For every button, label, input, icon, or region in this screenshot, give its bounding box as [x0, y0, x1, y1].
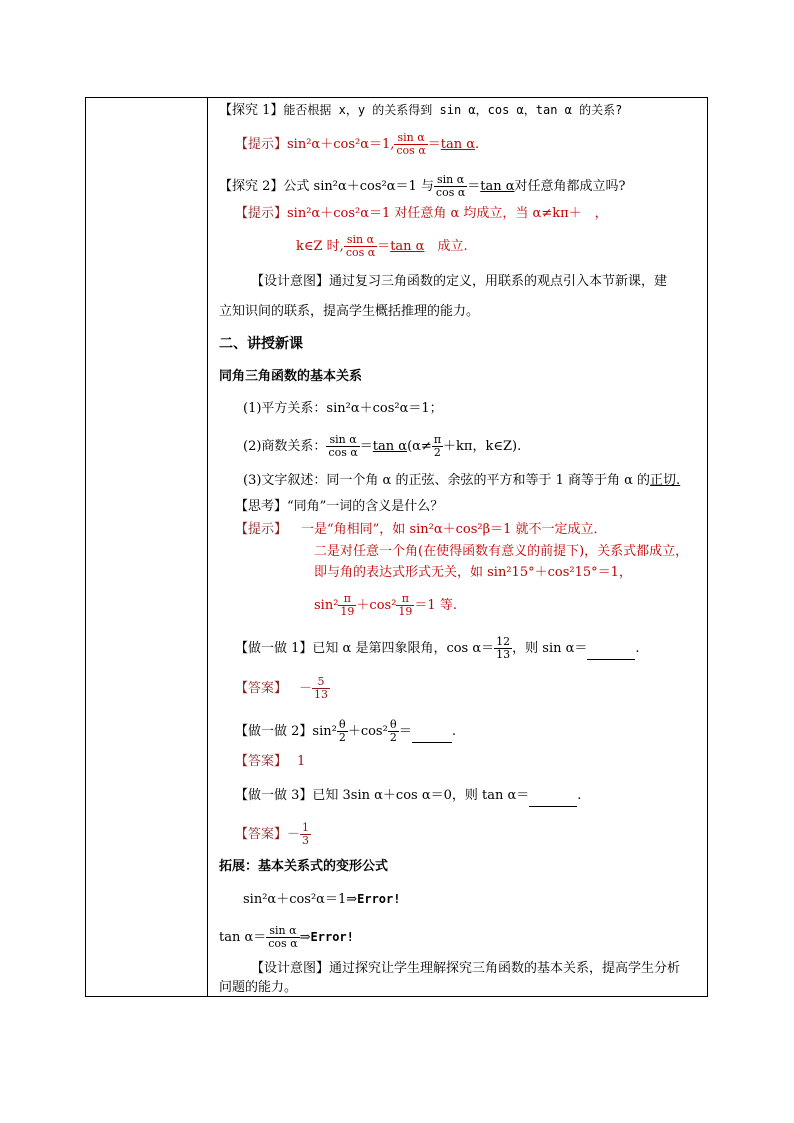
extension-formula1: sin²α＋cos²α＝1⇒Error!	[243, 892, 401, 907]
explore2-fraction: $\frac{\text{sin α}}{\text{cos α}}$	[435, 173, 466, 199]
explore2-tag: 【探究 2】	[219, 179, 284, 194]
explore2-line: 【探究 2】公式 sin²α＋cos²α＝1 与 $\frac{\text{sin α}}{\text{cos α}}$ ＝tan α对任意角都成立吗?	[219, 173, 626, 199]
answer1-line: 【答案】 － $\frac{5}{13}$	[235, 675, 329, 701]
hint2-tan: tan α	[390, 239, 425, 254]
exercise1-line: 【做一做 1】已知 α 是第四象限角，cos α＝ $\frac{12}{13}$ ，则 sin α＝ .	[235, 635, 640, 661]
answer3-line: 【答案】－ $\frac{1}{3}$	[235, 821, 310, 847]
explore2-post: 对任意角都成立吗?	[514, 179, 626, 194]
exercise1-fraction: $\frac{12}{13}$	[496, 635, 511, 661]
answer1-tag: 【答案】	[235, 681, 288, 696]
answer1-fraction: $\frac{5}{13}$	[314, 675, 329, 701]
design1-line2: 立知识间的联系，提高学生概括推理的能力。	[219, 304, 480, 319]
hint1-tan: tan α	[440, 137, 476, 152]
think-line: 【思考】“同角”一词的含义是什么？	[235, 499, 444, 514]
design2-line1: 【设计意图】通过探究让学生理解探究三角函数的基本关系，提高学生分析	[251, 961, 681, 976]
extension-formula2: tan α＝ $\frac{\text{sin α}}{\text{cos α}}$ ⇒Error!	[219, 924, 354, 950]
lesson-table	[85, 97, 708, 997]
hint3-tag: 【提示】	[235, 522, 288, 537]
relation2-pi-fraction: $\frac{\pi}{2}$	[433, 433, 442, 459]
hint3-line1: 【提示】 一是“角相同”，如 sin²α＋cos²β＝1 就不一定成立．	[235, 522, 607, 537]
hint2-tag: 【提示】	[235, 206, 288, 221]
design1-line1: 【设计意图】通过复习三角函数的定义，用联系的观点引入本节新课，建	[251, 274, 668, 289]
error-field-1: Error!	[357, 892, 401, 906]
explore1-line	[219, 102, 622, 119]
explore2-pre: 公式 sin²α＋cos²α＝1 与	[283, 179, 434, 194]
section2-title: 二、讲授新课	[219, 336, 303, 352]
subsection-title: 同角三角函数的基本关系	[219, 369, 363, 384]
exercise1-tag: 【做一做 1】	[235, 641, 313, 656]
explore1-tag: 【探究 1】	[219, 103, 284, 118]
hint3-line2: 二是对任意一个角(在使得函数有意义的前提下)，关系式都成立，	[314, 544, 689, 559]
exercise3-blank	[529, 790, 577, 807]
hint1-fraction: $\frac{\text{sin α}}{\text{cos α}}$	[396, 131, 426, 157]
exercise3-tag: 【做一做 3】	[235, 788, 313, 803]
design2-line2: 问题的能力。	[219, 980, 298, 995]
relation1: (1)平方关系：sin²α＋cos²α＝1；	[243, 401, 443, 416]
extension-title: 拓展：基本关系式的变形公式	[219, 859, 389, 874]
relation3: (3)文字叙述：同一个角 α 的正弦、余弦的平方和等于 1 商等于角 α 的正切.	[243, 473, 681, 488]
exercise1-blank	[587, 643, 635, 660]
explore1-question: 能否根据 x，y 的关系得到 sin α，cos α，tan α 的关系?	[283, 103, 623, 117]
relation2-fraction: $\frac{\text{sin α}}{\text{cos α}}$	[328, 433, 358, 459]
hint2-fraction: $\frac{\text{sin α}}{\text{cos α}}$	[345, 233, 376, 259]
relation2: (2)商数关系： $\frac{\text{sin α}}{\text{cos α}}$ ＝tan α(α≠ $\frac{\pi}{2}$ ＋kπ，k∈Z).	[243, 433, 522, 459]
hint2-line2: k∈Z 时, $\frac{\text{sin α}}{\text{cos α}}$ ＝tan α 成立.	[296, 233, 468, 259]
left-column	[86, 98, 208, 996]
exercise2-line: 【做一做 2】sin² $\frac{\theta}{2}$ ＋cos² $\frac{\theta}{2}$ ＝ .	[235, 718, 456, 744]
hint3-line4: sin² $\frac{\pi}{19}$ ＋cos² $\frac{\pi}{19}$ ＝1 等.	[314, 592, 457, 618]
answer2-tag: 【答案】	[235, 754, 288, 769]
hint2-text: sin²α＋cos²α＝1 对任意角 α 均成立，当 α≠kπ＋ ，	[287, 206, 608, 221]
answer2-value: 1	[297, 754, 306, 769]
exercise2-blank	[412, 726, 452, 743]
answer3-tag: 【答案】	[235, 827, 288, 842]
hint2-line1	[235, 206, 608, 222]
answer2-line	[235, 754, 305, 770]
exercise3-line: 【做一做 3】已知 3sin α＋cos α＝0，则 tan α＝ .	[235, 788, 581, 807]
explore2-tan: tan α	[480, 179, 515, 194]
hint1-line: 【提示】sin²α＋cos²α＝1, $\frac{\text{sin α}}{\text{cos α}}$ ＝tan α.	[235, 131, 480, 157]
answer3-fraction: $\frac{1}{3}$	[302, 821, 310, 847]
content-column	[209, 98, 707, 996]
hint3-line3: 即与角的表达式形式无关，如 sin²15°＋cos²15°＝1，	[314, 565, 632, 580]
hint1-tag: 【提示】	[235, 137, 288, 152]
hint1-identity: sin²α＋cos²α＝1,	[287, 137, 395, 152]
error-field-2: Error!	[310, 930, 354, 944]
exercise2-tag: 【做一做 2】	[235, 724, 313, 739]
